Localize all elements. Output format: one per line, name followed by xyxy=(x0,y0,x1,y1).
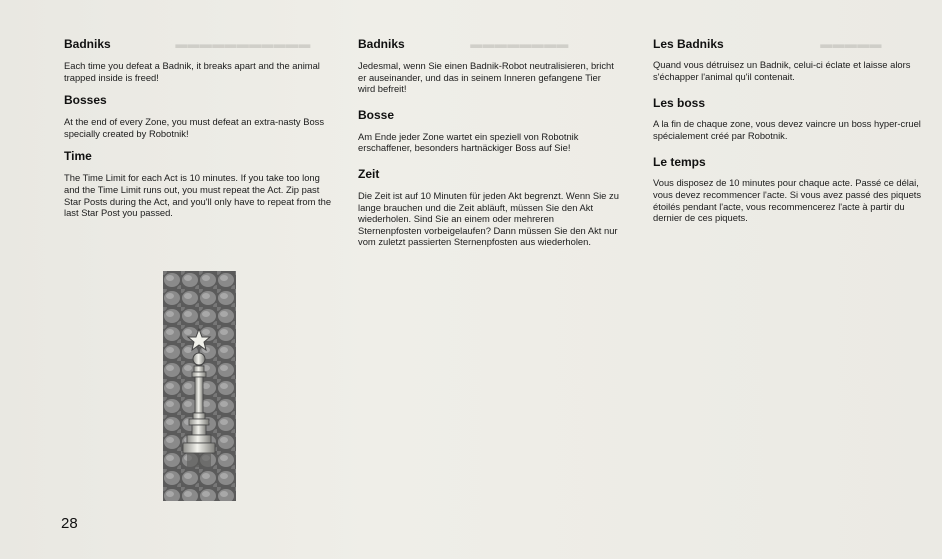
zeit-heading-de: Zeit xyxy=(358,166,380,181)
time-text: The Time Limit for each Act is 10 minutes. If you take too long and the Time Limit runs out, you must repeat the Act. Zip past Star Posts during the Act, and you'll only have to repeat from the last Star Post you passed. xyxy=(64,172,332,219)
zeit-text-de: Die Zeit ist auf 10 Minuten für jeden Akt begrenzt. Wenn Sie zu lange brauchen und die Zeit abläuft, müssen Sie den Akt wiederholen. Sind Sie an einem oder mehreren Sternenpfosten vorbeigelaufen? Dann müssen Sie den Akt nur vom zuletzt passierten Sternenpfosten aus wiederholen. xyxy=(358,189,619,248)
badniks-heading-de: Badniks xyxy=(358,37,405,51)
temps-text-fr: Vous disposez de 10 minutes pour chaque acte. Passé ce délai, vous devez recommencer l'acte. Si vous avez passé des piquets étoilés pendant l'acte, vous recommencerez l'acte à partir du dernier de ces piquets. xyxy=(653,177,922,224)
badniks-heading-fr: Les Badniks xyxy=(653,37,724,51)
badniks-text-de: Jedesmal, wenn Sie einen Badnik-Robot neutralisieren, bricht er auseinander, und das in seinem Inneren gefangene Tier wird befreit! xyxy=(358,60,614,95)
badniks-text: Each time you defeat a Badnik, it breaks apart and the animal trapped inside is freed! xyxy=(64,60,320,83)
bosses-text: At the end of every Zone, you must defeat an extra-nasty Boss specially created by Robotnik! xyxy=(64,116,325,139)
badniks-heading: Badniks xyxy=(64,37,111,51)
french-column xyxy=(653,36,928,237)
boss-text-fr: A la fin de chaque zone, vous devez vaincre un boss hyper-cruel spécialement créé par Robotnik. xyxy=(653,118,921,141)
boss-heading-fr: Les boss xyxy=(653,96,706,111)
time-heading: Time xyxy=(64,149,92,164)
bosse-text-de: Am Ende jeder Zone wartet ein speziell von Robotnik erschaffener, besonders hartnäckiger Boss auf Sie! xyxy=(358,130,579,154)
temps-heading-fr: Le temps xyxy=(653,155,706,170)
german-column xyxy=(358,36,620,260)
bleed-through: ▬▬▬▬▬▬▬▬ xyxy=(470,37,569,51)
bosses-heading: Bosses xyxy=(64,93,107,108)
star-post-icon xyxy=(163,271,236,501)
english-column xyxy=(64,36,336,228)
bosse-heading-de: Bosse xyxy=(358,107,395,122)
page-number: 28 xyxy=(61,515,78,532)
bleed-through: ▬▬▬▬▬ xyxy=(820,37,882,51)
bleed-through: ▬▬▬▬▬▬▬▬▬▬▬ xyxy=(175,37,311,51)
star-post-picture xyxy=(163,271,236,501)
badniks-text-fr: Quand vous détruisez un Badnik, celui-ci éclate et laisse alors s'échapper l'animal qu'il contenait. xyxy=(653,59,911,82)
